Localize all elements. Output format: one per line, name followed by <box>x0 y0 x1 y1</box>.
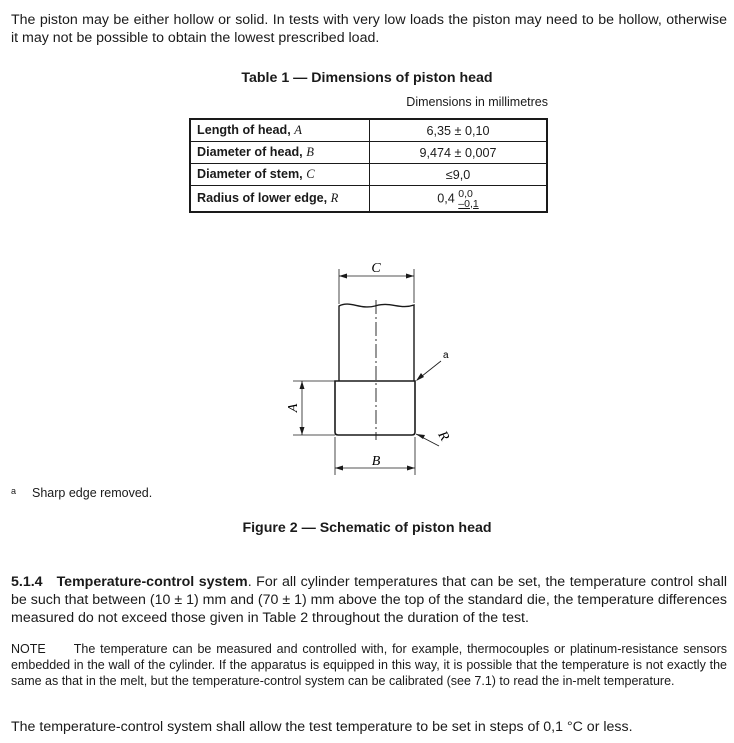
intro-paragraph: The piston may be either hollow or solid. In tests with very low loads the piston may need to be hollow, otherwise it may not be possible to obtain the lowest prescribed load. <box>11 12 727 46</box>
note-tag: NOTE <box>11 642 46 656</box>
label-edge-note: a <box>443 350 449 361</box>
row-label: Diameter of stem, C <box>190 164 370 186</box>
row-label: Diameter of head, B <box>190 142 370 164</box>
label-r: R <box>434 428 452 444</box>
piston-head <box>335 381 415 435</box>
row-value: 6,35 ± 0,10 <box>370 119 548 142</box>
label-c: C <box>371 261 381 276</box>
tolerance-lower: –0,1 <box>458 197 479 210</box>
label-b: B <box>371 454 381 469</box>
a-arrow-top <box>300 381 305 389</box>
note-paragraph <box>11 641 727 689</box>
label-a: A <box>286 403 301 413</box>
row-value: 9,474 ± 0,007 <box>370 142 548 164</box>
clause-title: Temperature-control system <box>56 574 248 590</box>
figure-footnote <box>11 486 152 500</box>
footnote-marker: a <box>11 486 17 496</box>
row-value: ≤9,0 <box>370 164 548 186</box>
figure-caption: Figure 2 — Schematic of piston head <box>242 520 492 536</box>
table-caption: Table 1 — Dimensions of piston head <box>241 70 493 86</box>
clause-text: . For all cylinder temperatures that can be set, the temperature control shall be such that between (10 ± 1) mm and (70 ± 1) mm above the top of the standard die, the temperature differences measured do not exceed those given in Table 2 throughout the duration of the test. <box>11 574 727 626</box>
clause-paragraph <box>11 573 727 627</box>
b-arrow-right <box>407 466 415 471</box>
footnote-text: Sharp edge removed. <box>32 486 153 500</box>
a-arrow-bottom <box>300 427 305 435</box>
tolerance-upper: 0,0 <box>458 187 473 200</box>
unit-note: Dimensions in millimetres <box>406 95 548 109</box>
c-arrow-left <box>339 274 347 279</box>
row-label: Length of head, A <box>190 119 370 142</box>
b-arrow-left <box>335 466 343 471</box>
row-label: Radius of lower edge, R <box>190 186 370 213</box>
clause-number: 5.1.4 <box>11 574 43 590</box>
edge-note-arrow <box>416 373 424 381</box>
note-text: The temperature can be measured and controlled with, for example, thermocouples or platinum-resistance sensors embedded in the wall of the cylinder. If the apparatus is equipped in this way, it is possible that the temperature is not exactly the same as that in the melt, but the temperature-control system can be calibrated (see 7.1) to read the in-melt temperature. <box>11 642 727 688</box>
final-paragraph: The temperature-control system shall allow the test temperature to be set in steps of 0,1 °C or less. <box>11 719 633 735</box>
piston-stem <box>339 304 414 381</box>
radius-nominal: 0,4 <box>437 190 455 205</box>
c-arrow-right <box>406 274 414 279</box>
